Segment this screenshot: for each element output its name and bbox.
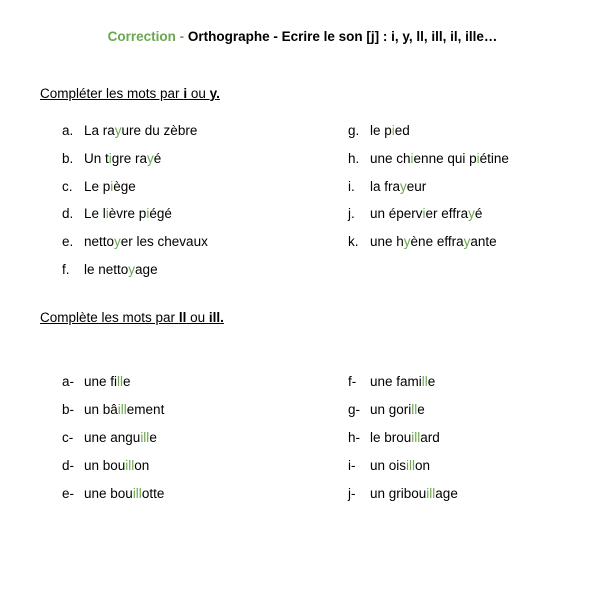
item-text [370,151,509,166]
item-label: j- [348,486,356,501]
item-text [84,458,149,473]
item-text [84,234,208,249]
word-fragment: e [427,374,436,389]
answer-letters: y [468,206,475,222]
item-label: g- [348,402,361,417]
answer-letters: y [400,178,407,194]
section1-title-end: . [216,86,220,101]
item-label: b- [62,402,75,417]
word-fragment: un bâ [84,402,118,417]
item-text [84,402,164,417]
item-label: i. [348,178,355,194]
word-fragment: Le p [84,178,111,194]
word-fragment: étine [479,150,509,166]
word-fragment: ard [420,430,440,445]
answer-letters: y [114,234,121,250]
section1-letter1: i [183,86,188,101]
answer-letters: ll [411,402,418,417]
answer-letters: i [146,206,150,222]
answer-letters: i [105,206,109,222]
section2-title [40,310,224,325]
word-fragment: le brou [370,430,412,445]
section2-title-text: Complète les mots par [40,310,179,325]
word-fragment: gre ra [111,150,148,166]
section2-letter2: ill [208,310,221,325]
section1-title [40,86,220,101]
item-text [370,206,482,221]
word-fragment: e [417,402,425,417]
word-fragment: un gori [370,402,412,417]
word-fragment: un éperv [370,206,423,222]
answer-letters: ll [117,374,124,389]
word-fragment: ure du zèbre [121,123,198,138]
word-fragment: on [134,458,150,473]
item-label: g. [348,123,360,138]
answer-letters: ll [421,374,428,389]
word-fragment: un bou [84,458,126,473]
item-label: b. [62,150,74,166]
answer-letters: i [391,123,395,138]
item-label: c- [62,430,74,445]
word-fragment: une h [370,234,404,250]
item-text [84,151,161,166]
word-fragment: ed [394,123,410,138]
item-text [370,234,497,249]
section1-title-mid: ou [187,86,210,101]
title-separator: - [175,29,188,44]
item-label: h. [348,150,360,166]
item-label: e- [62,486,75,501]
word-fragment: ement [126,402,165,417]
item-label: e. [62,234,74,250]
word-fragment: le p [370,123,392,138]
item-label: c. [62,178,73,194]
word-fragment: otte [141,486,165,501]
item-label: k. [348,234,359,250]
answer-letters: i [108,150,112,166]
item-label: i- [348,458,356,473]
word-fragment: é [153,150,162,166]
word-fragment: e [149,430,157,445]
item-text [84,179,136,194]
word-fragment: é [474,206,483,222]
word-fragment: ante [470,234,497,250]
item-label: f- [348,374,357,389]
item-text [84,374,131,389]
item-text [84,123,197,138]
word-fragment: un ois [370,458,407,473]
word-fragment: Un t [84,150,109,166]
word-fragment: la fra [370,178,401,194]
word-fragment: une angu [84,430,141,445]
item-text [370,458,430,473]
word-fragment: ène effra [410,234,464,250]
answer-letters: i [110,178,114,194]
word-fragment: er effra [425,206,469,222]
title-main: Orthographe - Ecrire le son [j] : i, y, ll, ill, il, ille… [187,29,498,44]
item-text [370,430,440,445]
word-fragment: èvre p [108,206,147,222]
item-label: d- [62,458,75,473]
section2-letter1: ll [178,310,187,325]
word-fragment: La ra [84,123,115,138]
item-label: f. [62,262,70,277]
item-text [84,430,157,445]
word-fragment: enne qui p [413,150,477,166]
answer-letters: i [422,206,426,222]
answer-letters: ill [125,458,135,473]
word-fragment: une ch [370,150,411,166]
answer-letters: y [403,234,411,250]
section2-title-mid: ou [186,310,209,325]
word-fragment: ège [113,178,136,194]
word-fragment: er les chevaux [120,234,208,250]
item-text [370,374,435,389]
answer-letters: ill [406,458,416,473]
word-fragment: un gribou [370,486,427,501]
word-fragment: une fi [84,374,118,389]
page-title [0,29,605,44]
word-fragment: le netto [84,262,129,277]
section1-title-text: Compléter les mots par [40,86,184,101]
answer-letters: i [476,150,480,166]
section2-title-end: . [220,310,224,325]
item-text [84,486,164,501]
answer-letters: y [128,262,136,277]
item-label: j. [348,206,355,222]
item-text [84,262,158,277]
section1-letter2: y [209,86,217,101]
item-text [370,179,426,194]
answer-letters: ill [140,430,150,445]
item-label: d. [62,206,74,222]
word-fragment: une bou [84,486,133,501]
item-label: a. [62,123,74,138]
word-fragment: netto [84,234,115,250]
word-fragment: égé [149,206,172,222]
word-fragment: age [435,486,458,501]
word-fragment: une fami [370,374,422,389]
answer-letters: ill [132,486,142,501]
item-text [84,206,172,221]
answer-letters: y [114,123,122,138]
word-fragment: Le l [84,206,106,222]
correction-label: Correction [107,29,176,44]
word-fragment: on [415,458,431,473]
answer-letters: ill [411,430,421,445]
word-fragment: eur [406,178,427,194]
answer-letters: i [410,150,414,166]
answer-letters: ill [426,486,436,501]
word-fragment: age [135,262,158,277]
item-label: h- [348,430,361,445]
answer-letters: y [463,234,471,250]
item-label: a- [62,374,75,389]
item-text [370,402,425,417]
answer-letters: y [147,150,154,166]
answer-letters: ill [117,402,127,417]
item-text [370,486,458,501]
item-text [370,123,410,138]
word-fragment: e [123,374,131,389]
